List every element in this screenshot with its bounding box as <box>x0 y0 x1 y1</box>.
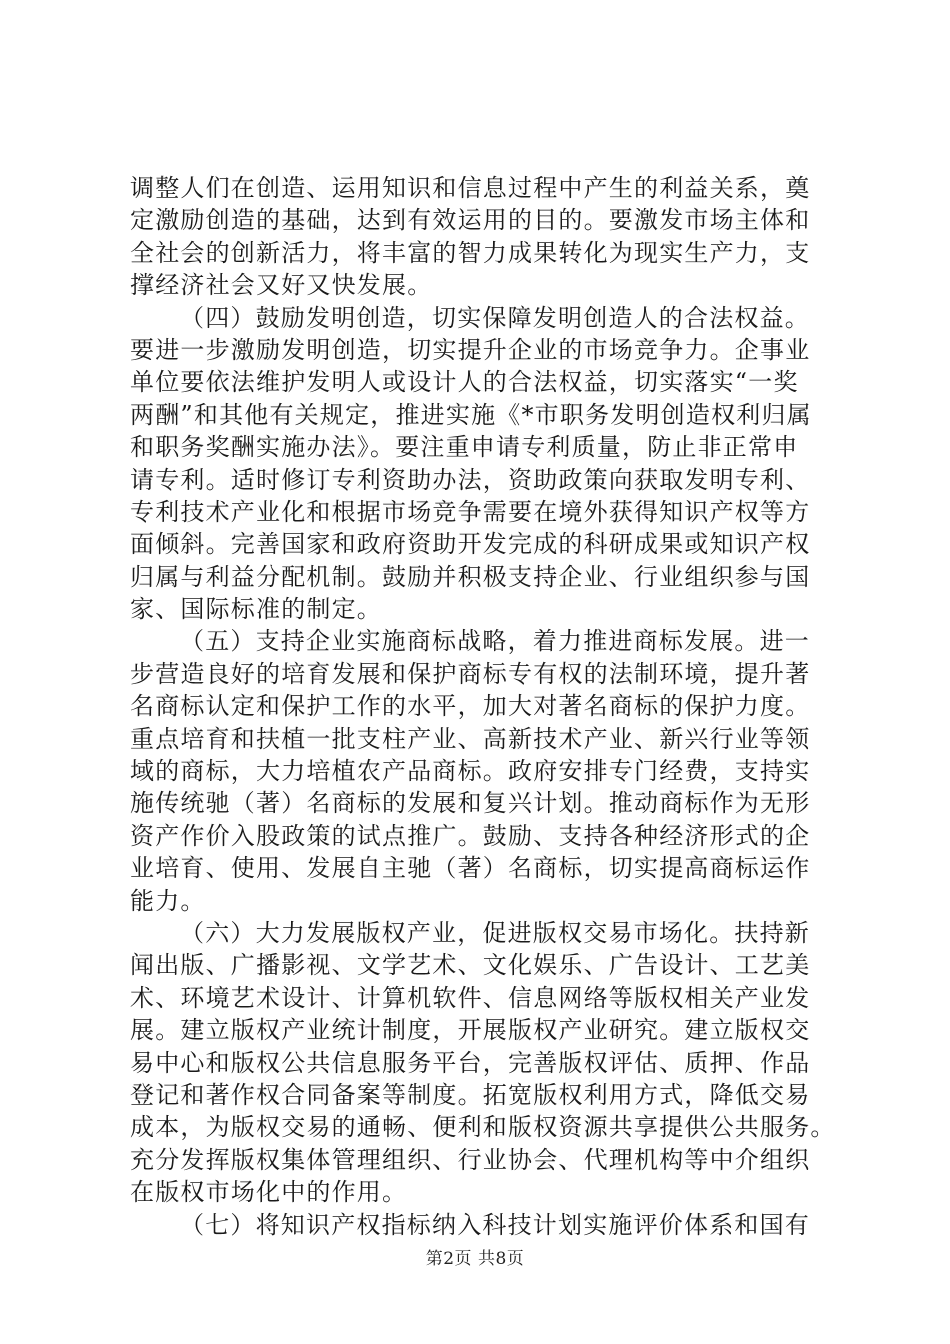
text-line: 全社会的创新活力，将丰富的智力成果转化为现实生产力，支 <box>130 238 811 267</box>
text-line: 请专利。适时修订专利资助办法，资助政策向获取发明专利、 <box>130 465 811 494</box>
text-line: 单位要依法维护发明人或设计人的合法权益，切实落实“一奖 <box>130 368 799 397</box>
text-line: 业培育、使用、发展自主驰（著）名商标，切实提高商标运作 <box>130 854 811 883</box>
text-line: 域的商标，大力培植农产品商标。政府安排专门经费，支持实 <box>130 757 811 786</box>
text-line: 家、国际标准的制定。 <box>130 595 382 624</box>
page-number: 第2页 共8页 <box>425 1249 525 1269</box>
text-line: 施传统驰（著）名商标的发展和复兴计划。推动商标作为无形 <box>130 789 811 818</box>
text-line: 重点培育和扶植一批支柱产业、高新技术产业、新兴行业等领 <box>130 724 811 753</box>
section-heading-line: （七）将知识产权指标纳入科技计划实施评价体系和国有 <box>180 1210 810 1239</box>
page-footer <box>0 1244 950 1269</box>
text-line: 定激励创造的基础，达到有效运用的目的。要激发市场主体和 <box>130 206 811 235</box>
text-line: 和职务奖酬实施办法》。要注重申请专利质量，防止非正常申 <box>130 433 799 462</box>
text-line: 登记和著作权合同备案等制度。拓宽版权利用方式，降低交易 <box>130 1080 811 1109</box>
section-heading-line: （四）鼓励发明创造，切实保障发明创造人的合法权益。 <box>180 303 810 332</box>
text-line: 两酬”和其他有关规定，推进实施《*市职务发明创造权利归属 <box>130 400 812 429</box>
text-line: 能力。 <box>130 886 206 915</box>
text-line: 步营造良好的培育发展和保护商标专有权的法制环境，提升著 <box>130 659 811 688</box>
text-line: 资产作价入股政策的试点推广。鼓励、支持各种经济形式的企 <box>130 821 811 850</box>
text-line: 在版权市场化中的作用。 <box>130 1178 408 1207</box>
text-line: 撑经济社会又好又快发展。 <box>130 271 433 300</box>
text-line: 专利技术产业化和根据市场竞争需要在境外获得知识产权等方 <box>130 497 811 526</box>
text-line: 要进一步激励发明创造，切实提升企业的市场竞争力。企事业 <box>130 335 811 364</box>
text-line: 闻出版、广播影视、文学艺术、文化娱乐、广告设计、工艺美 <box>130 951 811 980</box>
text-line: 归属与利益分配机制。鼓励并积极支持企业、行业组织参与国 <box>130 562 811 591</box>
text-line: 术、环境艺术设计、计算机软件、信息网络等版权相关产业发 <box>130 983 811 1012</box>
document-body <box>130 172 836 1241</box>
text-line: 充分发挥版权集体管理组织、行业协会、代理机构等中介组织 <box>130 1145 811 1174</box>
section-heading-line: （六）大力发展版权产业，促进版权交易市场化。扶持新 <box>180 918 810 947</box>
text-line: 展。建立版权产业统计制度，开展版权产业研究。建立版权交 <box>130 1016 811 1045</box>
text-line: 调整人们在创造、运用知识和信息过程中产生的利益关系，奠 <box>130 174 811 202</box>
text-line: 易中心和版权公共信息服务平台，完善版权评估、质押、作品 <box>130 1048 811 1077</box>
text-line: 名商标认定和保护工作的水平，加大对著名商标的保护力度。 <box>130 692 811 721</box>
section-heading-line: （五）支持企业实施商标战略，着力推进商标发展。进一 <box>180 627 810 656</box>
text-line: 成本，为版权交易的通畅、便利和版权资源共享提供公共服务。 <box>130 1113 836 1142</box>
text-line: 面倾斜。完善国家和政府资助开发完成的科研成果或知识产权 <box>130 530 811 559</box>
